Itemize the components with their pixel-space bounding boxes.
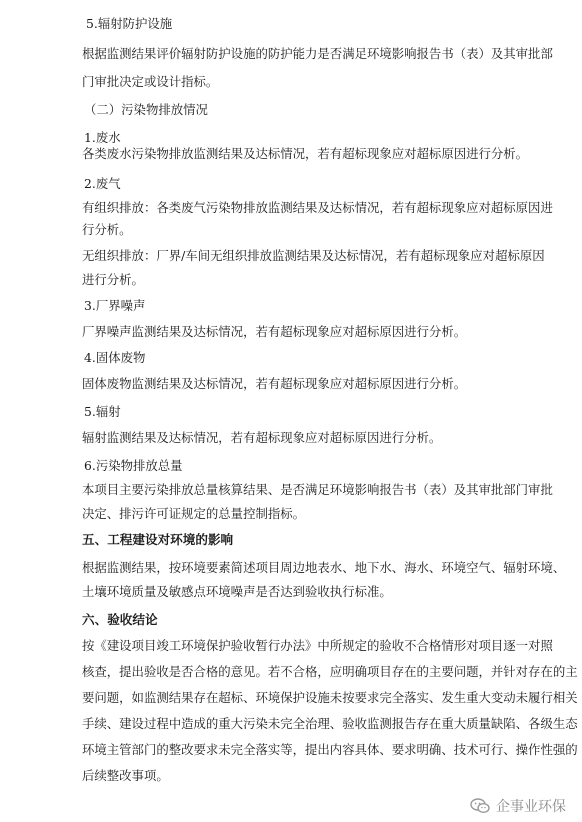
watermark (470, 796, 566, 816)
heading-waste-gas: 2.废气 (84, 176, 121, 191)
wechat-icon (470, 798, 490, 814)
heading-radiation-protection: 5.辐射防护设施 (86, 16, 173, 31)
section-heading-emissions: （二）污染物排放情况 (84, 102, 208, 117)
paragraph-line: 根据监测结果评价辐射防护设施的防护能力是否满足环境影响报告书（表）及其审批部 (82, 46, 553, 61)
paragraph-line: 行分析。 (82, 222, 132, 237)
paragraph-line: 土壤环境质量及敏感点环境噪声是否达到验收执行标准。 (82, 584, 392, 599)
paragraph-line: 要问题，如监测结果存在超标、环境保护设施未按要求完全落实、发生重大变动未履行相关 (82, 690, 578, 705)
section-heading-environmental-impact: 五、工程建设对环境的影响 (82, 532, 234, 547)
heading-boundary-noise: 3.厂界噪声 (84, 298, 146, 313)
paragraph-line: 各类废水污染物排放监测结果及达标情况，若有超标现象应对超标原因进行分析。 (82, 146, 529, 161)
paragraph-line: 手续、建设过程中造成的重大污染未完全治理、验收监测报告存在重大质量缺陷、各级生态 (82, 716, 578, 731)
section-heading-acceptance-conclusion: 六、验收结论 (82, 612, 158, 627)
paragraph-line: 门审批决定或设计指标。 (82, 74, 219, 89)
paragraph-line: 进行分析。 (82, 272, 144, 287)
paragraph-line: 厂界噪声监测结果及达标情况，若有超标现象应对超标原因进行分析。 (82, 324, 467, 339)
paragraph-line: 后续整改事项。 (82, 768, 169, 783)
paragraph-line: 无组织排放：厂界/车间无组织排放监测结果及达标情况，若有超标现象应对超标原因 (82, 248, 545, 263)
paragraph-line: 环境主管部门的整改要求未完全落实等，提出内容具体、要求明确、技术可行、操作性强的 (82, 742, 578, 757)
heading-radiation: 5.辐射 (84, 404, 121, 419)
paragraph-line: 核查，提出验收是否合格的意见。若不合格，应明确项目存在的主要问题，并针对存在的主 (82, 664, 578, 679)
watermark-text: 企事业环保 (496, 799, 566, 815)
paragraph-line: 根据监测结果，按环境要素简述项目周边地表水、地下水、海水、环境空气、辐射环境、 (82, 560, 566, 575)
paragraph-line: 固体废物监测结果及达标情况，若有超标现象应对超标原因进行分析。 (82, 376, 467, 391)
paragraph-line: 辐射监测结果及达标情况，若有超标现象应对超标原因进行分析。 (82, 430, 442, 445)
paragraph-line: 有组织排放：各类废气污染物排放监测结果及达标情况，若有超标现象应对超标原因进 (82, 200, 553, 215)
paragraph-line: 本项目主要污染排放总量核算结果、是否满足环境影响报告书（表）及其审批部门审批 (82, 482, 553, 497)
paragraph-line: 决定、排污许可证规定的总量控制指标。 (82, 506, 306, 521)
heading-wastewater: 1.废水 (84, 130, 121, 145)
heading-total-emissions: 6.污染物排放总量 (84, 458, 183, 473)
paragraph-line: 按《建设项目竣工环境保护验收暂行办法》中所规定的验收不合格情形对项目逐一对照 (82, 638, 553, 653)
heading-solid-waste: 4.固体废物 (84, 350, 146, 365)
